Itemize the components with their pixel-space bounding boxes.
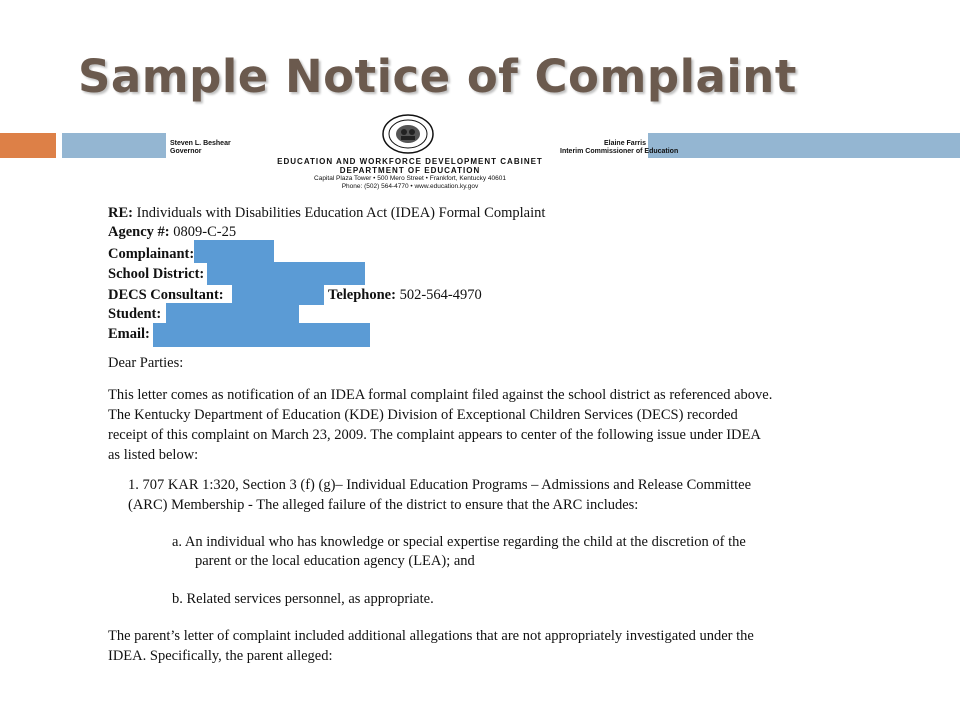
telephone-line	[328, 286, 482, 304]
redaction-school-district	[207, 262, 365, 285]
agency-label: Agency #:	[108, 224, 170, 240]
item1-line-1: 1. 707 KAR 1:320, Section 3 (f) (g)– Individual Education Programs – Admissions and Release Committee	[128, 477, 752, 493]
para2-line-1: The parent’s letter of complaint included additional allegations that are not appropriately investigated under the	[108, 628, 754, 644]
item-a-line-1: a. An individual who has knowledge or special expertise regarding the child at the discretion of the	[172, 534, 746, 550]
redaction-student	[166, 303, 299, 325]
complainant-label: Complainant:	[108, 246, 195, 262]
re-label: RE:	[108, 205, 133, 221]
student-label: Student:	[108, 306, 162, 322]
re-line	[108, 204, 545, 222]
governor-block	[170, 140, 231, 156]
agency-value: 0809-C-25	[173, 224, 237, 240]
para2-line-2: IDEA. Specifically, the parent alleged:	[108, 648, 333, 664]
para1-line-3: receipt of this complaint on March 23, 2009. The complaint appears to center of the following issue under IDEA	[108, 427, 761, 443]
cabinet-name: EDUCATION AND WORKFORCE DEVELOPMENT CABINET	[277, 157, 543, 166]
telephone-value: 502-564-4970	[399, 287, 482, 303]
cabinet-heading	[240, 157, 580, 175]
governor-name: Steven L. Beshear	[170, 140, 231, 147]
department-name: DEPARTMENT OF EDUCATION	[339, 166, 481, 175]
commissioner-role: Interim Commissioner of Education	[560, 148, 679, 155]
item-a-line-2: parent or the local education agency (LEA); and	[195, 553, 475, 569]
consultant-label: DECS Consultant:	[108, 287, 224, 303]
address-block	[240, 175, 580, 191]
agency-line	[108, 223, 236, 241]
para1-line-4: as listed below:	[108, 447, 199, 463]
para1-line-1: This letter comes as notification of an IDEA formal complaint filed against the school district as referenced above.	[108, 387, 773, 403]
item-b: b. Related services personnel, as appropriate.	[172, 591, 434, 607]
phone-web-line: Phone: (502) 564-4770 • www.education.ky.gov	[341, 183, 479, 190]
redaction-email	[153, 323, 370, 347]
school-district-label: School District:	[108, 266, 205, 282]
para1-line-2: The Kentucky Department of Education (KDE) Division of Exceptional Children Services (DECS) recorded	[108, 407, 738, 423]
email-label: Email:	[108, 326, 150, 342]
salutation: Dear Parties:	[108, 355, 184, 371]
commissioner-block	[560, 140, 679, 156]
governor-role: Governor	[170, 148, 202, 155]
telephone-label: Telephone:	[328, 287, 396, 303]
item1-line-2: (ARC) Membership - The alleged failure of the district to ensure that the ARC includes:	[128, 497, 639, 513]
slide-title: Sample Notice of Complaint	[78, 50, 797, 103]
redaction-consultant	[232, 283, 324, 305]
commissioner-name: Elaine Farris	[603, 140, 646, 147]
address-line: Capital Plaza Tower • 500 Mero Street • Frankfort, Kentucky 40601	[314, 175, 506, 182]
kentucky-seal-icon	[381, 114, 435, 154]
redaction-complainant	[194, 240, 274, 263]
re-value: Individuals with Disabilities Education Act (IDEA) Formal Complaint	[136, 205, 546, 221]
